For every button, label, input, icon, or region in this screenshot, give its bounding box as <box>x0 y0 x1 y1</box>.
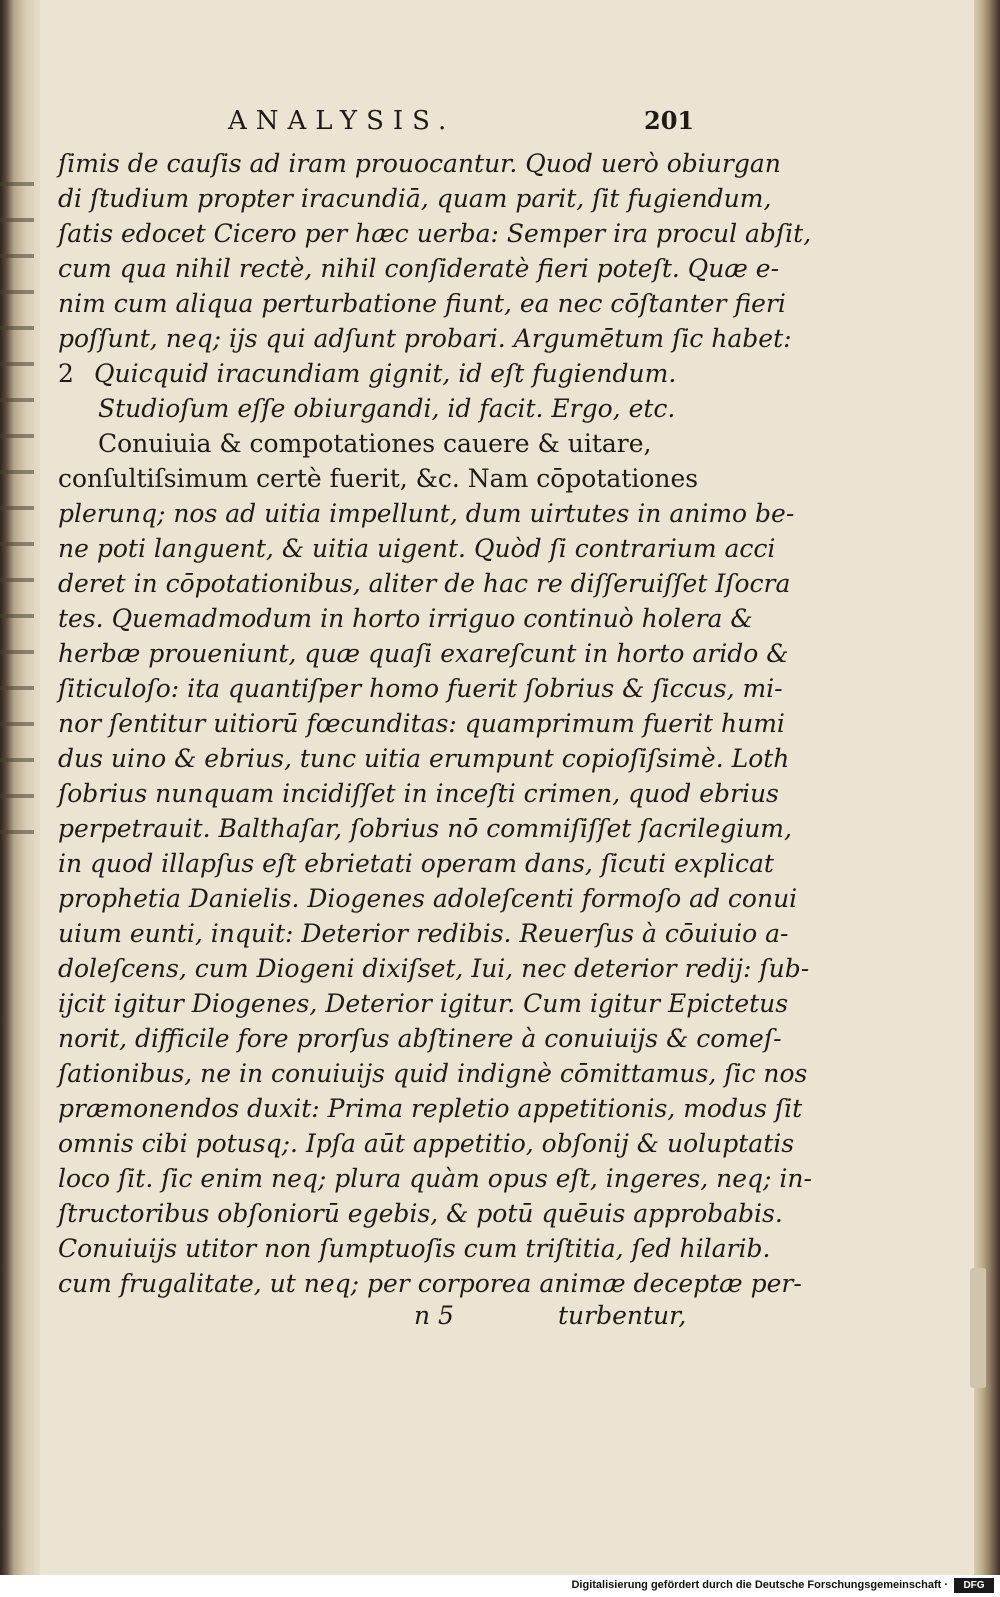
text-line <box>58 531 776 566</box>
page-tab <box>970 1268 986 1388</box>
text-line <box>58 566 791 601</box>
line-text: ſobrius nunquam incidiſſet in inceſti crimen, quod ebrius <box>58 779 779 808</box>
line-text: ſiticuloſo: ita quantiſper homo fuerit ſobrius & ſiccus, mi- <box>58 674 783 703</box>
text-line <box>58 146 781 181</box>
line-text: ſationibus, ne in conuiuijs quid indignè cōmittamus, ſic nos <box>58 1059 808 1088</box>
line-text: Conuiuijs utitor non ſumptuoſis cum triſtitia, ſed hilarib. <box>58 1234 771 1263</box>
text-line <box>58 1266 802 1301</box>
page-number: 201 <box>644 106 695 135</box>
line-text: norit, difficile fore prorſus abſtinere à conuiuijs & comeſ- <box>58 1024 782 1053</box>
line-text: loco ſit. ſic enim neq; plura quàm opus eſt, ingeres, neq; in- <box>58 1164 812 1193</box>
margin-number: 2 <box>58 359 74 388</box>
page-text-block <box>58 106 812 1337</box>
line-text: poſſunt, neq; ijs qui adſunt probari. Argumētum ſic habet: <box>58 324 792 353</box>
line-text: plerunq; nos ad uitia impellunt, dum uirtutes in animo be- <box>58 499 795 528</box>
text-line <box>58 496 795 531</box>
text-line <box>58 741 790 776</box>
text-line <box>58 321 792 356</box>
text-line <box>58 846 774 881</box>
text-line <box>58 671 783 706</box>
text-line <box>58 1126 795 1161</box>
text-line <box>58 811 792 846</box>
text-line <box>58 916 789 951</box>
line-text: præmonendos duxit: Prima repletio appetitionis, modus ſit <box>58 1094 803 1123</box>
text-line <box>58 461 698 496</box>
text-line <box>58 181 772 216</box>
text-line <box>58 356 698 391</box>
line-text: deret in cōpotationibus, aliter de hac re diſſeruiſſet Iſocra <box>58 569 791 598</box>
text-lines <box>58 146 812 1301</box>
text-line <box>58 1021 782 1056</box>
line-text: ijcit igitur Diogenes, Deterior igitur. Cum igitur Epictetus <box>58 989 789 1018</box>
line-text: in quod illapſus eſt ebrietati operam dans, ſicuti explicat <box>58 849 774 878</box>
text-line <box>58 601 753 636</box>
text-line <box>58 951 810 986</box>
text-line <box>58 1161 812 1196</box>
text-line <box>58 881 798 916</box>
text-line <box>58 251 780 286</box>
line-text: doleſcens, cum Diogeni dixiſset, Iui, nec deterior redij: ſub- <box>58 954 810 983</box>
line-text: ne poti languent, & uitia uigent. Quòd ſi contrarium acci <box>58 534 776 563</box>
line-text: uium eunti, inquit: Deterior redibis. Reuerſus à cōuiuio a- <box>58 919 789 948</box>
line-text: perpetrauit. Balthaſar, ſobrius nō commiſiſſet ſacrilegium, <box>58 814 792 843</box>
line-text: omnis cibi potusq;. Ipſa aūt appetitio, obſonij & uoluptatis <box>58 1129 795 1158</box>
line-text: cum qua nihil rectè, nihil conſideratè fieri poteſt. Quæ e- <box>58 254 780 283</box>
line-text: ſtructoribus obſoniorū egebis, & potū quēuis approbabis. <box>58 1199 783 1228</box>
text-line <box>58 391 698 426</box>
line-text: dus uino & ebrius, tunc uitia erumpunt copioſiſsimè. Loth <box>58 744 790 773</box>
line-text: conſultiſsimum certè fuerit, &c. Nam cōpotationes <box>58 464 699 493</box>
line-text: herbæ proueniunt, quæ quaſi exareſcunt in horto arido & <box>58 639 789 668</box>
line-text: Studioſum eſſe obiurgandi, id facit. Ergo, etc. <box>98 394 676 423</box>
dfg-logo: DFG <box>954 1578 994 1593</box>
line-text: nor ſentitur uitiorū fœcunditas: quamprimum fuerit humi <box>58 709 785 738</box>
funding-credit: Digitalisierung gefördert durch die Deutsche Forschungsgemeinschaft · <box>571 1579 948 1591</box>
line-text: cum frugalitate, ut neq; per corporea animæ deceptæ per- <box>58 1269 802 1298</box>
digitization-footer <box>0 1575 1000 1597</box>
line-text: Quicquid iracundiam gignit, id eſt fugiendum. <box>94 359 677 388</box>
page-footer <box>58 1301 698 1337</box>
text-line <box>58 636 789 671</box>
text-line <box>58 286 786 321</box>
text-line <box>58 426 698 461</box>
text-line <box>58 1056 808 1091</box>
line-text: ſatis edocet Cicero per hæc uerba: Semper ira procul abſit, <box>58 219 812 248</box>
catchword: turbentur, <box>558 1301 687 1330</box>
facing-page-bleed <box>0 160 34 860</box>
text-line <box>58 706 785 741</box>
line-text: nim cum aliqua perturbatione fiunt, ea nec cōſtanter fieri <box>58 289 786 318</box>
signature-mark: n 5 <box>414 1301 454 1330</box>
line-text: tes. Quemadmodum in horto irriguo continuò holera & <box>58 604 753 633</box>
text-line <box>58 776 779 811</box>
text-line <box>58 1231 771 1266</box>
page-header <box>58 106 698 146</box>
line-text: prophetia Danielis. Diogenes adoleſcenti formoſo ad conui <box>58 884 798 913</box>
text-line <box>58 1196 783 1231</box>
text-line <box>58 1091 803 1126</box>
text-line <box>58 216 812 251</box>
line-text: ſimis de cauſis ad iram prouocantur. Quod uerò obiurgan <box>58 149 781 178</box>
line-text: Conuiuia & compotationes cauere & uitare, <box>98 429 652 458</box>
running-head: ANALYSIS. <box>228 106 456 136</box>
text-line <box>58 986 789 1021</box>
line-text: di ſtudium propter iracundiā, quam parit, ſit fugiendum, <box>58 184 772 213</box>
